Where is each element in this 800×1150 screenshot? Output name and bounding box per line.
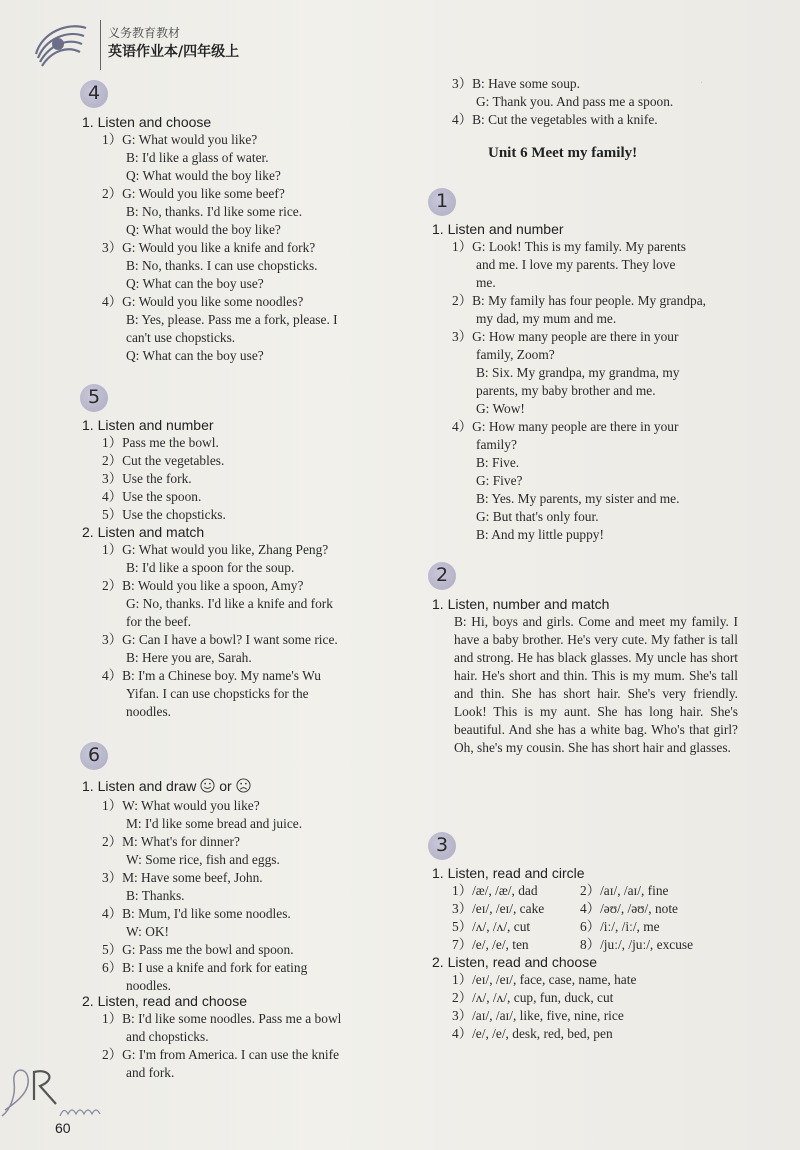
phonics-item: 6）/iː/, /iː/, me xyxy=(580,919,660,934)
text-line: 2）G: Would you like some beef? xyxy=(102,186,285,201)
text-line: 4）B: I'm a Chinese boy. My name's Wu xyxy=(102,668,321,683)
text-line: 2）B: Would you like a spoon, Amy? xyxy=(102,578,304,593)
text-line: B: I'd like a spoon for the soup. xyxy=(126,560,295,575)
text-line: me. xyxy=(476,275,496,290)
section-badge-3: 3 xyxy=(428,832,456,860)
decorative-r-icon xyxy=(0,1060,120,1120)
text-line: 2）B: My family has four people. My grandpa, xyxy=(452,293,707,308)
page-number: 60 xyxy=(55,1120,71,1136)
section-heading: 1. Listen and number xyxy=(432,221,564,237)
text-line: and fork. xyxy=(126,1065,175,1080)
text-line: and chopsticks. xyxy=(126,1029,209,1044)
series-label: 义务教育教材 xyxy=(108,26,181,40)
text-line: 4）G: Would you like some noodles? xyxy=(102,294,304,309)
phonics-item: 7）/e/, /e/, ten xyxy=(452,937,529,952)
text-line: parents, my baby brother and me. xyxy=(476,383,656,398)
text-line: 1）G: Look! This is my family. My parents xyxy=(452,239,686,254)
text-line: 3）M: Have some beef, John. xyxy=(102,870,263,885)
sad-face-icon xyxy=(236,778,251,793)
section-badge-6: 6 xyxy=(80,742,108,770)
text-line: 2）/ʌ/, /ʌ/, cup, fun, duck, cut xyxy=(452,990,614,1005)
text-line: 1）B: I'd like some noodles. Pass me a bowl xyxy=(102,1011,342,1026)
phonics-item: 8）/juː/, /juː/, excuse xyxy=(580,937,694,952)
text-line: W: OK! xyxy=(126,924,170,939)
text-line: B: No, thanks. I'd like some rice. xyxy=(126,204,303,219)
header-divider xyxy=(100,20,101,70)
text-line: my dad, my mum and me. xyxy=(476,311,617,326)
text-line: 5）G: Pass me the bowl and spoon. xyxy=(102,942,294,957)
text-line: 5）Use the chopsticks. xyxy=(102,507,226,522)
text-line: Yifan. I can use chopsticks for the xyxy=(126,686,309,701)
text-line: M: I'd like some bread and juice. xyxy=(126,816,303,831)
text-line: Q: What can the boy use? xyxy=(126,348,264,363)
phonics-item: 3）/eɪ/, /eɪ/, cake xyxy=(452,901,545,916)
publisher-logo-icon xyxy=(28,14,92,72)
text-line: 4）B: Cut the vegetables with a knife. xyxy=(452,112,658,127)
text-line: noodles. xyxy=(126,978,172,993)
text-line: B: Five. xyxy=(476,455,520,470)
phonics-item: 1）/æ/, /æ/, dad xyxy=(452,883,538,898)
text-line: B: Thanks. xyxy=(126,888,185,903)
section-badge-4: 4 xyxy=(80,80,108,108)
text-line: Q: What would the boy like? xyxy=(126,168,281,183)
text-line: G: Thank you. And pass me a spoon. xyxy=(476,94,674,109)
text-line: 2）G: I'm from America. I can use the knife xyxy=(102,1047,340,1062)
text-line: G: Wow! xyxy=(476,401,525,416)
text-line: 4）/e/, /e/, desk, red, bed, pen xyxy=(452,1026,613,1041)
text-line: 1）/eɪ/, /eɪ/, face, case, name, hate xyxy=(452,972,637,987)
section-heading: 1. Listen and number xyxy=(82,417,214,433)
text-line: 3）B: Have some soup. xyxy=(452,76,580,91)
text-line: family, Zoom? xyxy=(476,347,555,362)
text-line: B: Yes. My parents, my sister and me. xyxy=(476,491,680,506)
text-line: 2）M: What's for dinner? xyxy=(102,834,240,849)
show-through-mark: · xyxy=(700,78,704,89)
phonics-item: 4）/əʊ/, /əʊ/, note xyxy=(580,901,678,916)
text-line: B: No, thanks. I can use chopsticks. xyxy=(126,258,318,273)
text-line: B: And my little puppy! xyxy=(476,527,604,542)
section-heading: 2. Listen, read and choose xyxy=(432,954,598,970)
text-line: B: Yes, please. Pass me a fork, please. I xyxy=(126,312,338,327)
text-line: for the beef. xyxy=(126,614,192,629)
phonics-item: 5）/ʌ/, /ʌ/, cut xyxy=(452,919,531,934)
text-line: 6）B: I use a knife and fork for eating xyxy=(102,960,308,975)
text-line: 3）G: How many people are there in your xyxy=(452,329,679,344)
text-line: B: Here you are, Sarah. xyxy=(126,650,252,665)
text-line: W: Some rice, fish and eggs. xyxy=(126,852,280,867)
text-line: 2）Cut the vegetables. xyxy=(102,453,225,468)
text-line: G: But that's only four. xyxy=(476,509,599,524)
text-line: 3）Use the fork. xyxy=(102,471,192,486)
section-heading: 2. Listen and match xyxy=(82,524,205,540)
section-heading: 1. Listen and draw or xyxy=(82,778,251,794)
section-badge-2: 2 xyxy=(428,562,456,590)
text-line: 3）G: Would you like a knife and fork? xyxy=(102,240,316,255)
section-heading: 1. Listen, number and match xyxy=(432,596,610,612)
section-heading: 1. Listen, read and circle xyxy=(432,865,585,881)
text-line: 1）W: What would you like? xyxy=(102,798,260,813)
book-header xyxy=(28,8,288,68)
text-line: Q: What can the boy use? xyxy=(126,276,264,291)
text-line: 1）G: What would you like, Zhang Peng? xyxy=(102,542,329,557)
text-line: can't use chopsticks. xyxy=(126,330,236,345)
text-line: family? xyxy=(476,437,517,452)
text-line: B: I'd like a glass of water. xyxy=(126,150,269,165)
smiley-face-icon xyxy=(200,778,215,793)
text-line: Q: What would the boy like? xyxy=(126,222,281,237)
text-line: 3）G: Can I have a bowl? I want some rice. xyxy=(102,632,338,647)
text-line: 4）G: How many people are there in your xyxy=(452,419,679,434)
text-line: B: Six. My grandpa, my grandma, my xyxy=(476,365,680,380)
text-line: noodles. xyxy=(126,704,172,719)
unit-title: Unit 6 Meet my family! xyxy=(488,145,638,161)
text-line: and me. I love my parents. They love xyxy=(476,257,676,272)
listening-passage: B: Hi, boys and girls. Come and meet my family. I have a baby brother. He's very cute. My father is tall and strong. He has black glasses. My uncle has short hair. He's short and thin. This is my mum. She's tall and thin. She has short hair. She's very friendly. Look! This is my aunt. She has long hair. She's beautiful. And she has a white bag. Who's that girl? Oh, she's my cousin. She has short hair and glasses. xyxy=(454,614,738,755)
text-line: G: No, thanks. I'd like a knife and fork xyxy=(126,596,333,611)
text-line: 1）G: What would you like? xyxy=(102,132,258,147)
phonics-item: 2）/aɪ/, /aɪ/, fine xyxy=(580,883,669,898)
section-badge-5: 5 xyxy=(80,384,108,412)
text-line: 3）/aɪ/, /aɪ/, like, five, nine, rice xyxy=(452,1008,624,1023)
section-heading: 2. Listen, read and choose xyxy=(82,993,248,1009)
text-line: 1）Pass me the bowl. xyxy=(102,435,219,450)
section-heading: 1. Listen and choose xyxy=(82,114,212,130)
text-line: 4）Use the spoon. xyxy=(102,489,202,504)
book-title: 英语作业本/四年级上 xyxy=(108,44,240,60)
section-badge-1: 1 xyxy=(428,188,456,216)
text-line: 4）B: Mum, I'd like some noodles. xyxy=(102,906,291,921)
text-line: G: Five? xyxy=(476,473,523,488)
